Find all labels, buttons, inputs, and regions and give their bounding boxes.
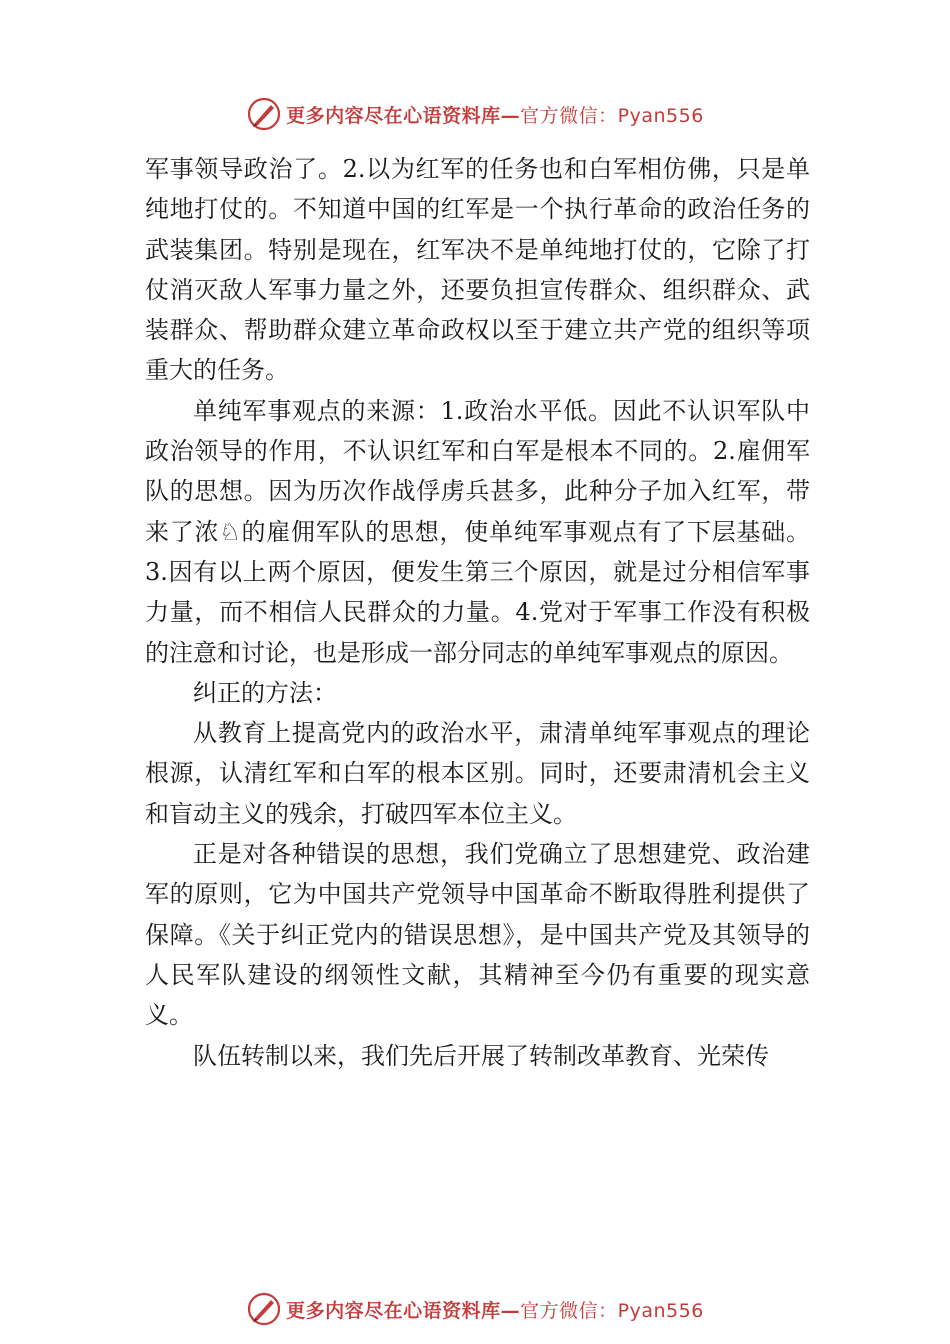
header-banner bbox=[0, 94, 950, 134]
paragraph: 单纯军事观点的来源：1.政治水平低。因此不认识军队中政治领导的作用，不认识红军和白军是根本不同的。2.雇佣军队的思想。因为历次作战俘虏兵甚多，此种分子加入红军，带来了浓♘的雇佣军队的思想，使单纯军事观点有了下层基础。3.因有以上两个原因，便发生第三个原因，就是过分相信军事力量，而不相信人民群众的力量。4.党对于军事工作没有积极的注意和讨论，也是形成一部分同志的单纯军事观点的原因。 bbox=[145, 396, 810, 667]
wechat-contact: 官方微信：Pyan556 bbox=[520, 1299, 704, 1322]
document-body bbox=[145, 149, 810, 1076]
paragraph: 队伍转制以来，我们先后开展了转制改革教育、光荣传 bbox=[193, 1041, 769, 1070]
paragraph: 从教育上提高党内的政治水平，肃清单纯军事观点的理论根源，认清红军和白军的根本区别。同时，还要肃清机会主义和盲动主义的残余，打破四军本位主义。 bbox=[145, 719, 810, 828]
paragraph: 纠正的方法： bbox=[193, 678, 337, 707]
paragraph: 正是对各种错误的思想，我们党确立了思想建党、政治建军的原则，它为中国共产党领导中国革命不断取得胜利提供了保障。《关于纠正党内的错误思想》，是中国共产党及其领导的人民军队建设的纲领性文献，其精神至今仍有重要的现实意义。 bbox=[145, 840, 810, 1030]
banner-separator: — bbox=[500, 1299, 521, 1322]
pen-logo-icon bbox=[246, 1291, 282, 1327]
footer-banner bbox=[0, 1289, 950, 1329]
library-name: 更多内容尽在心语资料库 bbox=[286, 1299, 501, 1322]
library-name: 更多内容尽在心语资料库 bbox=[286, 104, 501, 127]
footer-banner-text bbox=[286, 1296, 704, 1323]
header-banner-text bbox=[286, 101, 704, 128]
paragraph: 军事领导政治了。2.以为红军的任务也和白军相仿佛，只是单纯地打仗的。不知道中国的红军是一个执行革命的政治任务的武装集团。特别是现在，红军决不是单纯地打仗的，它除了打仗消灭敌人军事力量之外，还要负担宣传群众、组织群众、武装群众、帮助群众建立革命政权以至于建立共产党的组织等项重大的任务。 bbox=[145, 155, 810, 385]
wechat-contact: 官方微信：Pyan556 bbox=[520, 104, 704, 127]
banner-separator: — bbox=[500, 104, 521, 127]
pen-logo-icon bbox=[246, 96, 282, 132]
